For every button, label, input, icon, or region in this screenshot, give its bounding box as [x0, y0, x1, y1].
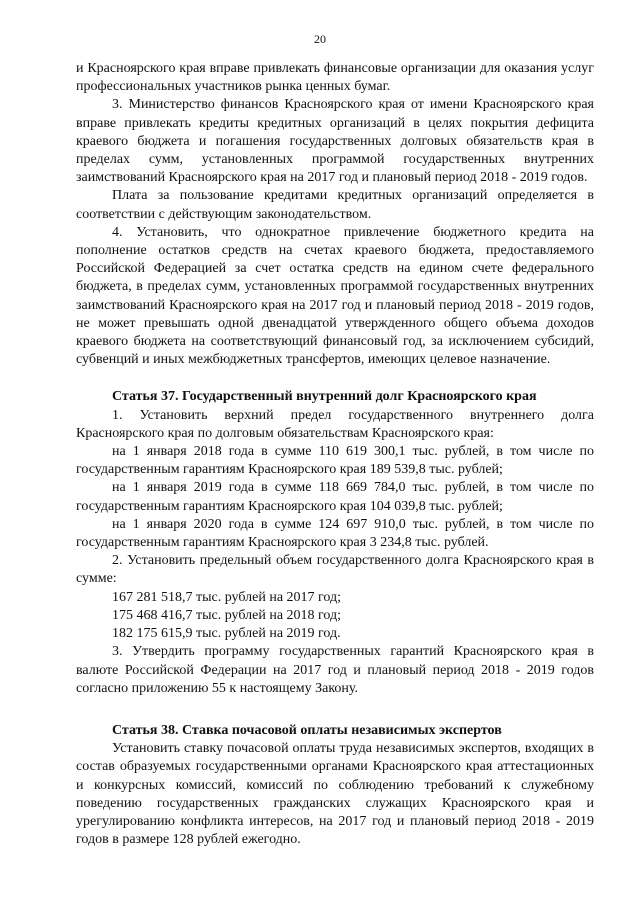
paragraph-credit-fee: Плата за пользование кредитами кредитных организаций определяется в соответствии с действующим законодательством. — [76, 188, 594, 222]
debt-volume-2017: 167 281 518,7 тыс. рублей на 2017 год; — [112, 589, 342, 605]
debt-limit-2019: на 1 января 2019 года в сумме 118 669 784,0 тыс. рублей, в том числе по государственным гарантиям Красноярского края 104 039,8 тыс. рублей; — [76, 480, 594, 514]
article-37-heading: Статья 37. Государственный внутренний долг Красноярского края — [112, 389, 537, 405]
debt-volume-2018: 175 468 416,7 тыс. рублей на 2018 год; — [112, 607, 342, 623]
article-38-text: Установить ставку почасовой оплаты труда независимых экспертов, входящих в состав образуемых государственными органами Красноярского края аттестационных и конкурсных комиссий, комиссий по соблюдению требований к служебному поведению государственных гражданских служащих Красноярского края и урегулированию конфликта интересов, на 2017 год и плановый период 2018 - 2019 годов в размере 128 рублей ежегодно. — [76, 741, 594, 848]
paragraph-item-4: 4. Установить, что однократное привлечение бюджетного кредита на пополнение остатков средств на счетах краевого бюджета, предоставляемого Российской Федерацией за счет остатка средств на едином счете федерального бюджета, в пределах сумм, установленных программой государственных внутренних заимствований Красноярского края на 2017 год и плановый период 2018 - 2019 годов, не может превышать одной двенадцатой утвержденного общего объема доходов краевого бюджета на соответствующий финансовый год, за исключением субсидий, субвенций и иных межбюджетных трансфертов, имеющих целевое назначение. — [76, 224, 594, 368]
paragraph-item-3: 3. Министерство финансов Красноярского края от имени Красноярского края вправе привлекать кредиты кредитных организаций в целях покрытия дефицита краевого бюджета и погашения государственных долговых обязательств края в пределах сумм, установленных программой государственных внутренних заимствований Красноярского края на 2017 год и плановый период 2018 - 2019 годов. — [76, 97, 594, 186]
paragraph-continuation: и Красноярского края вправе привлекать финансовые организации для оказания услуг профессиональных участников рынка ценных бумаг. — [76, 61, 594, 95]
debt-volume-2019: 182 175 615,9 тыс. рублей на 2019 год. — [112, 626, 341, 642]
debt-limit-2020: на 1 января 2020 года в сумме 124 697 910,0 тыс. рублей, в том числе по государственным гарантиям Красноярского края 3 234,8 тыс. рублей. — [76, 516, 594, 551]
article-37-item-3: 3. Утвердить программу государственных гарантий Красноярского края в валюте Российской Федерации на 2017 год и плановый период 2018 - 2019 годов согласно приложению 55 к настоящему Закону. — [76, 644, 594, 696]
article-37-item-1: 1. Установить верхний предел государственного внутреннего долга Красноярского края по долговым обязательствам Красноярского края: — [76, 407, 594, 441]
article-37-item-2: 2. Установить предельный объем государственного долга Красноярского края в сумме: — [76, 553, 594, 587]
debt-limit-2018: на 1 января 2018 года в сумме 110 619 300,1 тыс. рублей, в том числе по государственным гарантиям Красноярского края 189 539,8 тыс. рублей; — [76, 444, 594, 478]
page-number: 20 — [314, 32, 326, 46]
article-38-heading: Статья 38. Ставка почасовой оплаты независимых экспертов — [112, 722, 502, 738]
page-content — [76, 60, 594, 849]
